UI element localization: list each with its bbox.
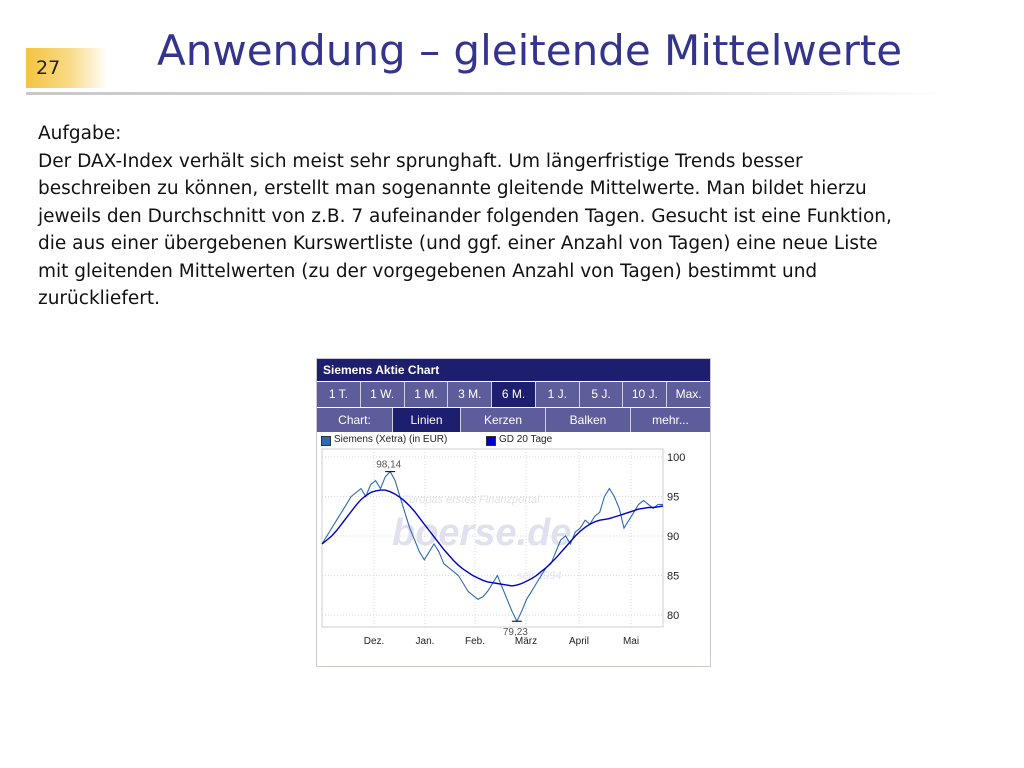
watermark-tagline: Europas erstes Finanzportal [402, 494, 540, 506]
chart-legend [317, 433, 710, 447]
y-tick-label: 85 [667, 570, 680, 583]
task-line: zurückliefert. [38, 288, 160, 309]
stock-chart-widget [316, 358, 711, 667]
x-tick-label: März [514, 636, 538, 647]
max-label: 98,14 [376, 459, 402, 471]
slide-title: Anwendung – gleitende Mittelwerte [157, 26, 903, 75]
y-tick-label: 90 [667, 531, 680, 544]
price-chart [317, 447, 710, 666]
x-tick-label: Jan. [415, 636, 435, 647]
min-label: 79,23 [502, 627, 528, 639]
chart-type-more[interactable]: mehr... [631, 408, 710, 432]
legend-label-average: GD 20 Tage [499, 434, 553, 445]
y-tick-label: 80 [667, 610, 680, 623]
y-tick-label: 100 [667, 451, 686, 464]
watermark-since: seit 1994 [517, 570, 562, 582]
x-tick-label: Feb. [464, 636, 486, 647]
watermark-logo: boerse.de [392, 512, 572, 554]
period-tab-max[interactable]: Max. [667, 382, 710, 407]
period-tab-6m[interactable]: 6 M. [492, 382, 536, 407]
task-line: die aus einer übergebenen Kurswertliste (und ggf. einer Anzahl von Tagen) eine neue Liste [38, 233, 878, 254]
legend-label-price: Siemens (Xetra) (in EUR) [334, 434, 448, 445]
period-tabs [317, 382, 710, 407]
task-description [38, 120, 988, 313]
task-line: jeweils den Durchschnitt von z.B. 7 aufeinander folgenden Tagen. Gesucht ist eine Funktion, [38, 205, 892, 227]
x-tick-label: Mai [622, 636, 640, 647]
period-tab-1t[interactable]: 1 T. [317, 382, 361, 407]
slide-number-badge [26, 48, 108, 88]
period-tab-1j[interactable]: 1 J. [536, 382, 580, 407]
period-tab-1m[interactable]: 1 M. [405, 382, 449, 407]
task-line: mit gleitenden Mittelwerten (zu der vorgegebenen Anzahl von Tagen) bestimmt und [38, 260, 818, 282]
chart-type-kerzen[interactable]: Kerzen [461, 408, 546, 432]
task-line: Aufgabe: [38, 123, 122, 144]
task-line: beschreiben zu können, erstellt man sogenannte gleitende Mittelwerte. Man bildet hierzu [38, 178, 867, 199]
legend-swatch-price [321, 436, 331, 446]
y-tick-label: 95 [667, 491, 680, 504]
chart-type-tabs [317, 408, 710, 432]
task-line: Der DAX-Index verhält sich meist sehr sprunghaft. Um längerfristige Trends besser [38, 150, 803, 172]
period-tab-5j[interactable]: 5 J. [580, 382, 624, 407]
title-divider [26, 92, 946, 95]
slide-number: 27 [36, 57, 61, 79]
x-tick-label: Dez. [363, 636, 385, 647]
chart-type-balken[interactable]: Balken [546, 408, 631, 432]
chart-type-label: Chart: [317, 408, 393, 432]
period-tab-3m[interactable]: 3 M. [448, 382, 492, 407]
period-tab-1w[interactable]: 1 W. [361, 382, 405, 407]
period-tab-10j[interactable]: 10 J. [623, 382, 667, 407]
widget-title: Siemens Aktie Chart [317, 359, 710, 381]
chart-type-linien[interactable]: Linien [393, 408, 461, 432]
legend-swatch-average [486, 436, 496, 446]
x-tick-label: April [568, 636, 590, 647]
